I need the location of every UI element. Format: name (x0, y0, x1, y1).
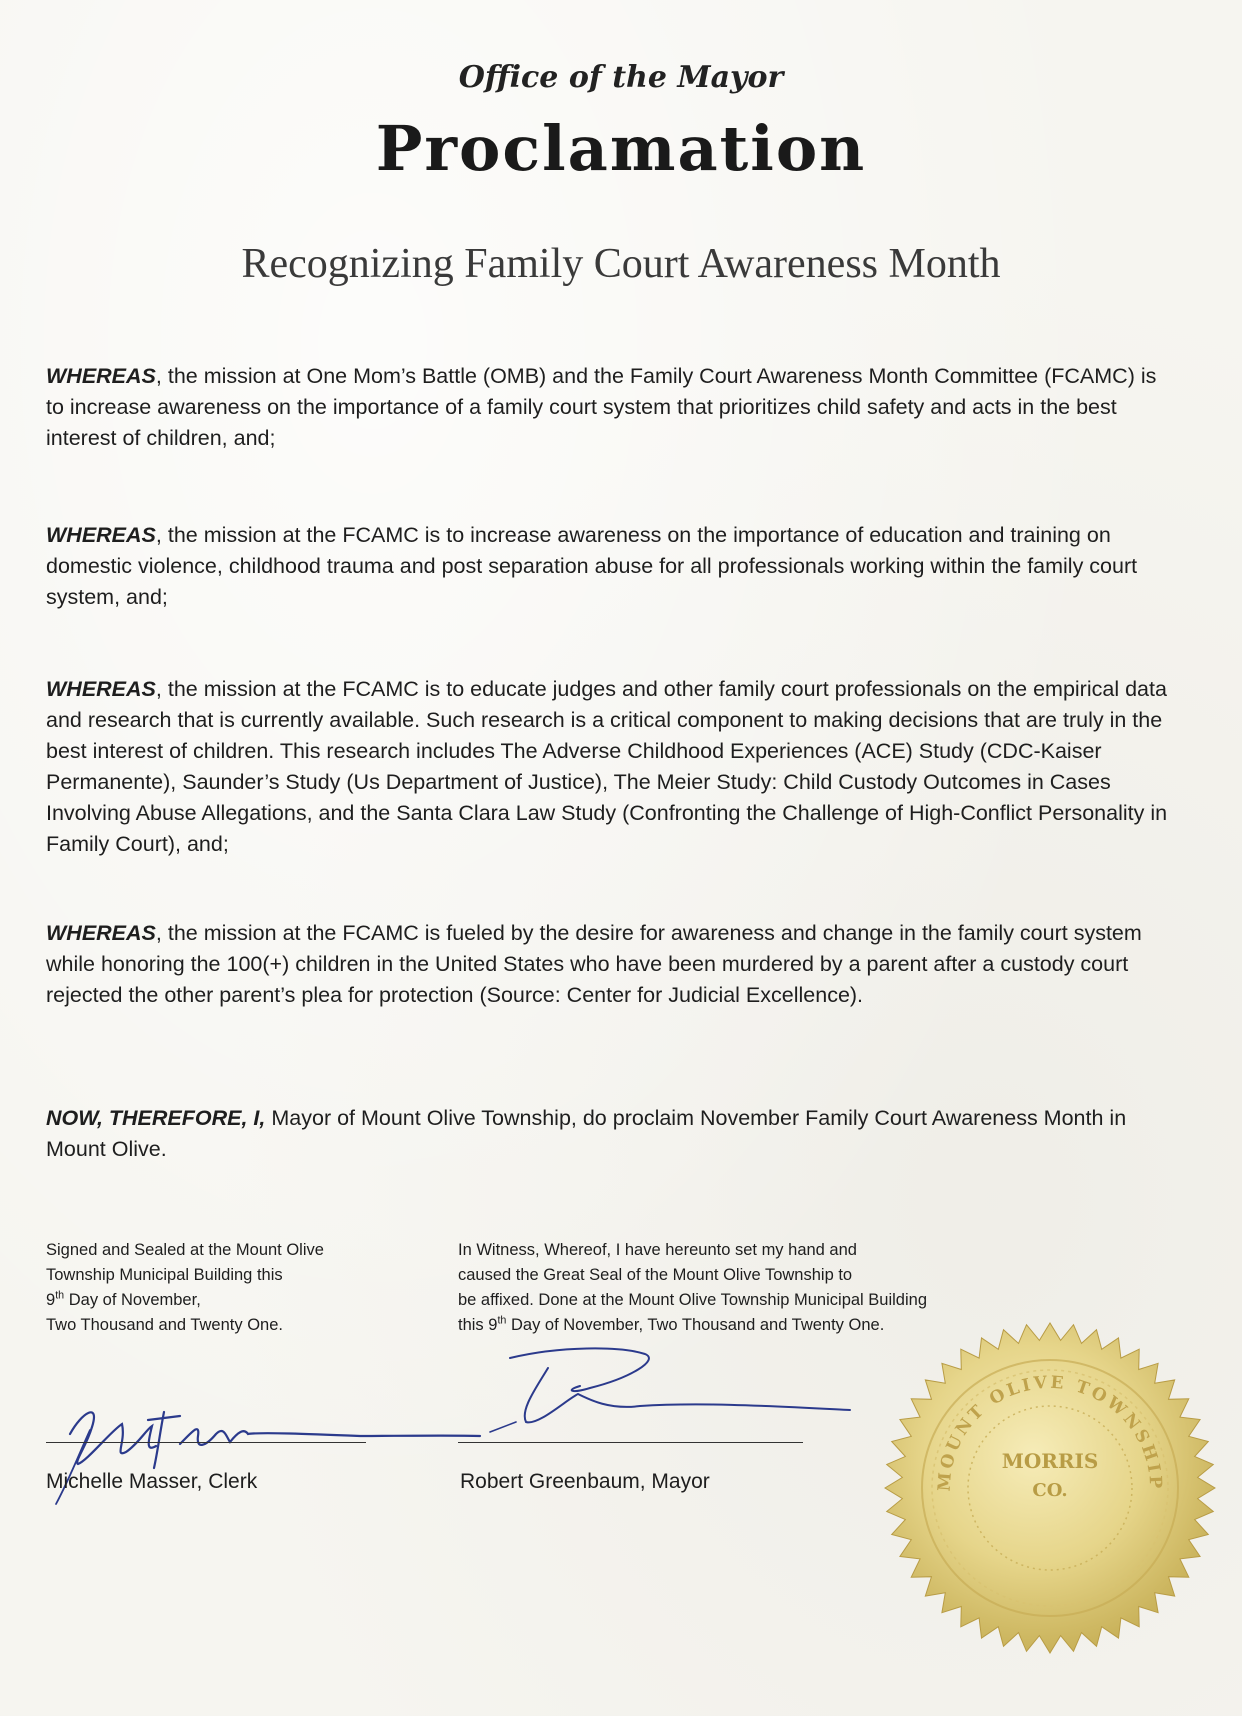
paragraph-lead: WHEREAS (46, 677, 156, 701)
seal-county-line2: CO. (1032, 1480, 1068, 1501)
statement-month: Day of November, (64, 1291, 201, 1309)
proclamation-subtitle: Recognizing Family Court Awareness Month (241, 241, 1001, 287)
statement-line: be affixed. Done at the Mount Olive Township Municipal Building (458, 1291, 928, 1309)
seal-outer-text: MOUNT OLIVE TOWNSHIP (934, 1372, 1166, 1492)
clerk-name: Michelle Masser, Clerk (46, 1470, 258, 1493)
paragraph-lead: WHEREAS (46, 364, 156, 388)
statement-line: caused the Great Seal of the Mount Olive Township to (458, 1266, 853, 1284)
statement-line: Township Municipal Building this (46, 1266, 283, 1284)
paragraph-text: , the mission at the FCAMC is fueled by the desire for awareness and change in the family court system while honoring the 100(+) children in the United States who have been murdered by a parent after a custody court rejected the other parent’s plea for protection (Source: Center for Judicial Excellence). (46, 921, 1142, 1007)
statement-line (46, 1288, 426, 1313)
paragraph-lead: WHEREAS (46, 523, 156, 547)
paragraph-text: , the mission at One Mom’s Battle (OMB) and the Family Court Awareness Month Committee (FCAMC) is to increase awareness on the importance of a family court system that prioritizes child safety and acts in the best interest of children, and; (46, 364, 1157, 450)
statement-date: Day of November, Two Thousand and Twenty One. (506, 1316, 885, 1334)
clerk-signature-line (46, 1442, 366, 1443)
paragraph-text: , the mission at the FCAMC is to increase awareness on the importance of education and training on domestic violence, childhood trauma and post separation abuse for all professionals working within the family court system, and; (46, 523, 1138, 609)
whereas-paragraph-3 (46, 674, 1176, 860)
statement-line: In Witness, Whereof, I have hereunto set my hand and (458, 1241, 857, 1259)
statement-day-suffix: th (497, 1314, 507, 1327)
statement-day: 9 (46, 1291, 56, 1309)
statement-day: this 9 (458, 1316, 498, 1334)
statement-day-suffix: th (55, 1289, 65, 1302)
statement-line: Two Thousand and Twenty One. (46, 1316, 283, 1334)
paragraph-text: , the mission at the FCAMC is to educate judges and other family court professionals on the empirical data and research that is currently available. Such research is a critical component to making decisions that are truly in the best interest of children. This research includes The Adverse Childhood Experiences (ACE) Study (CDC-Kaiser Permanente), Saunder’s Study (Us Department of Justice), The Meier Study: Child Custody Outcomes in Cases Involving Abuse Allegations, and the Santa Clara Law Study (Confronting the Challenge of High-Conflict Personality in Family Court), and; (46, 677, 1168, 856)
mayor-signature (470, 1340, 870, 1450)
mayor-signature-line (458, 1442, 803, 1443)
clerk-signature (30, 1372, 490, 1522)
paragraph-text: Mayor of Mount Olive Township, do proclaim November Family Court Awareness Month in Mount Olive. (46, 1106, 1127, 1161)
paragraph-lead: NOW, THEREFORE, I, (46, 1106, 266, 1130)
mayor-name: Robert Greenbaum, Mayor (460, 1470, 710, 1493)
paragraph-lead: WHEREAS (46, 921, 156, 945)
office-heading: Office of the Mayor (458, 60, 784, 95)
proclamation-title: Proclamation (375, 112, 867, 185)
signed-and-sealed-statement (46, 1238, 426, 1338)
township-seal (880, 1318, 1220, 1658)
whereas-paragraph-2 (46, 520, 1176, 613)
whereas-paragraph-4 (46, 918, 1176, 1011)
therefore-paragraph (46, 1103, 1176, 1165)
statement-line: Signed and Sealed at the Mount Olive (46, 1241, 324, 1259)
whereas-paragraph-1 (46, 361, 1176, 454)
seal-county-line1: MORRIS (1001, 1449, 1099, 1473)
